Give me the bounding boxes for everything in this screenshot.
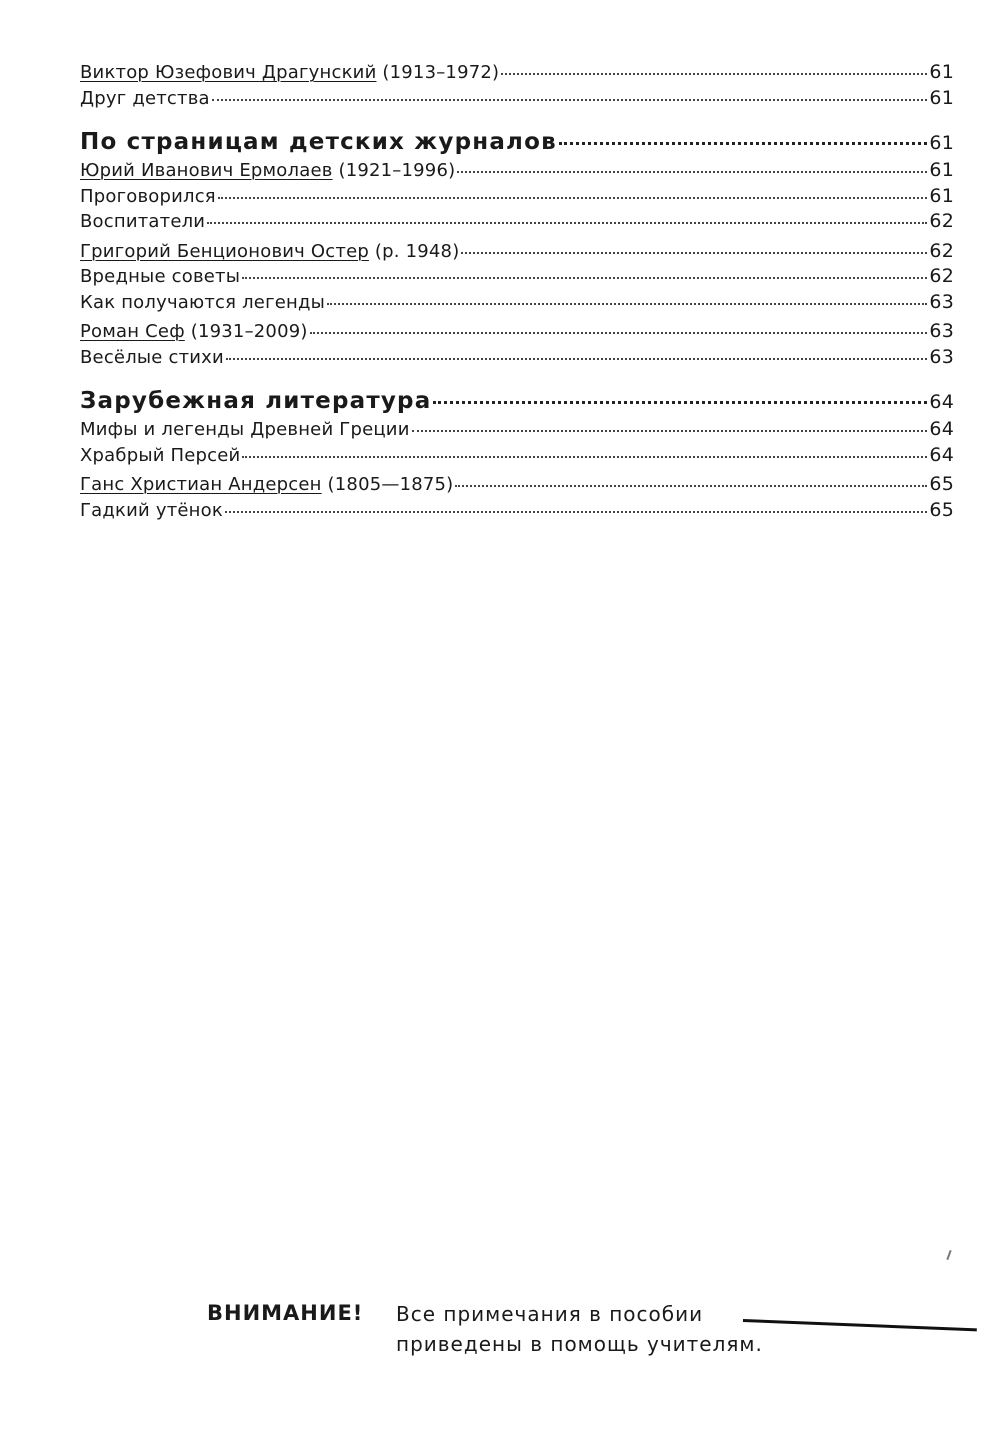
author-name: Григорий Бенционович Остер: [80, 240, 369, 262]
entry-title: Мифы и легенды Древней Греции: [80, 419, 410, 440]
toc-author-entry: [80, 472, 954, 498]
dot-leader: [461, 252, 927, 254]
dot-leader: [559, 142, 928, 145]
toc-entry: [80, 345, 954, 371]
entry-title: Друг детства: [80, 87, 210, 109]
toc-author-entry: [80, 60, 954, 86]
toc-entry: [80, 498, 954, 524]
page-number: 63: [929, 320, 954, 342]
dot-leader: [412, 430, 928, 432]
author-years: (1931–2009): [184, 321, 308, 342]
dot-leader: [207, 222, 927, 224]
author-years: (1805—1875): [321, 474, 454, 495]
page-number: 65: [929, 498, 954, 521]
dot-leader: [212, 99, 928, 101]
page-number: 65: [929, 473, 954, 495]
page-number: 61: [929, 184, 954, 207]
dot-leader: [242, 277, 927, 279]
print-speck: [946, 1250, 951, 1260]
dot-leader: [327, 303, 927, 305]
toc-entry: [80, 417, 954, 443]
toc-entry: [80, 264, 954, 290]
entry-title: Весёлые стихи: [80, 346, 224, 368]
toc-author-entry: [80, 319, 954, 345]
notice-title: ВНИМАНИЕ!: [207, 1301, 364, 1325]
author-name: Ганс Христиан Андерсен: [80, 474, 322, 495]
toc-entry: [80, 290, 954, 316]
page-number: 61: [929, 159, 954, 181]
section-title: Зарубежная литература: [80, 388, 432, 414]
dot-leader: [225, 511, 928, 513]
page-number: 61: [929, 61, 954, 83]
dot-leader: [242, 456, 927, 458]
page-number: 63: [929, 290, 954, 313]
page-number: 62: [929, 265, 954, 287]
page-number: 61: [929, 86, 954, 109]
entry-title: Воспитатели: [80, 211, 206, 232]
toc-entry: [80, 86, 954, 112]
toc-entry: [80, 443, 954, 469]
page-number: 64: [929, 391, 954, 413]
toc-author-entry: [80, 239, 954, 265]
page-number: 63: [929, 345, 954, 368]
entry-title: Проговорился: [80, 185, 216, 207]
entry-title: Гадкий утёнок: [80, 499, 223, 521]
entry-title: Вредные советы: [80, 266, 241, 287]
dot-leader: [457, 171, 927, 173]
page-number: 64: [929, 418, 954, 440]
dot-leader: [226, 358, 927, 360]
section-title: По страницам детских журналов: [80, 129, 557, 155]
author-name: Роман Сеф: [80, 321, 185, 342]
toc-section-heading: [80, 386, 954, 417]
author-years: (1913–1972): [376, 62, 500, 83]
author-years: (р. 1948): [368, 240, 460, 262]
toc-entry: [80, 209, 954, 235]
page-number: 62: [929, 239, 954, 262]
notice-pointer-line: [743, 1319, 977, 1331]
notice-line-1: Все примечания в пособии: [396, 1302, 704, 1326]
dot-leader: [433, 401, 927, 404]
author-years: (1921–1996): [332, 160, 456, 181]
entry-title: Как получаются легенды: [80, 291, 326, 313]
page-number: 61: [929, 132, 954, 154]
dot-leader: [218, 197, 928, 199]
author-name: Виктор Юзефович Драгунский: [80, 62, 377, 83]
dot-leader: [310, 332, 928, 334]
table-of-contents: [80, 60, 954, 523]
notice-line-2: приведены в помощь учителям.: [396, 1332, 763, 1356]
author-name: Юрий Иванович Ермолаев: [80, 160, 333, 181]
page-number: 64: [929, 443, 954, 466]
dot-leader: [455, 485, 927, 487]
toc-author-entry: [80, 158, 954, 184]
toc-section-heading: [80, 127, 954, 158]
toc-entry: [80, 184, 954, 210]
notice-text: [396, 1299, 763, 1359]
dot-leader: [501, 73, 927, 75]
page-number: 62: [929, 210, 954, 232]
entry-title: Храбрый Персей: [80, 444, 241, 466]
teacher-notice: [207, 1299, 982, 1369]
